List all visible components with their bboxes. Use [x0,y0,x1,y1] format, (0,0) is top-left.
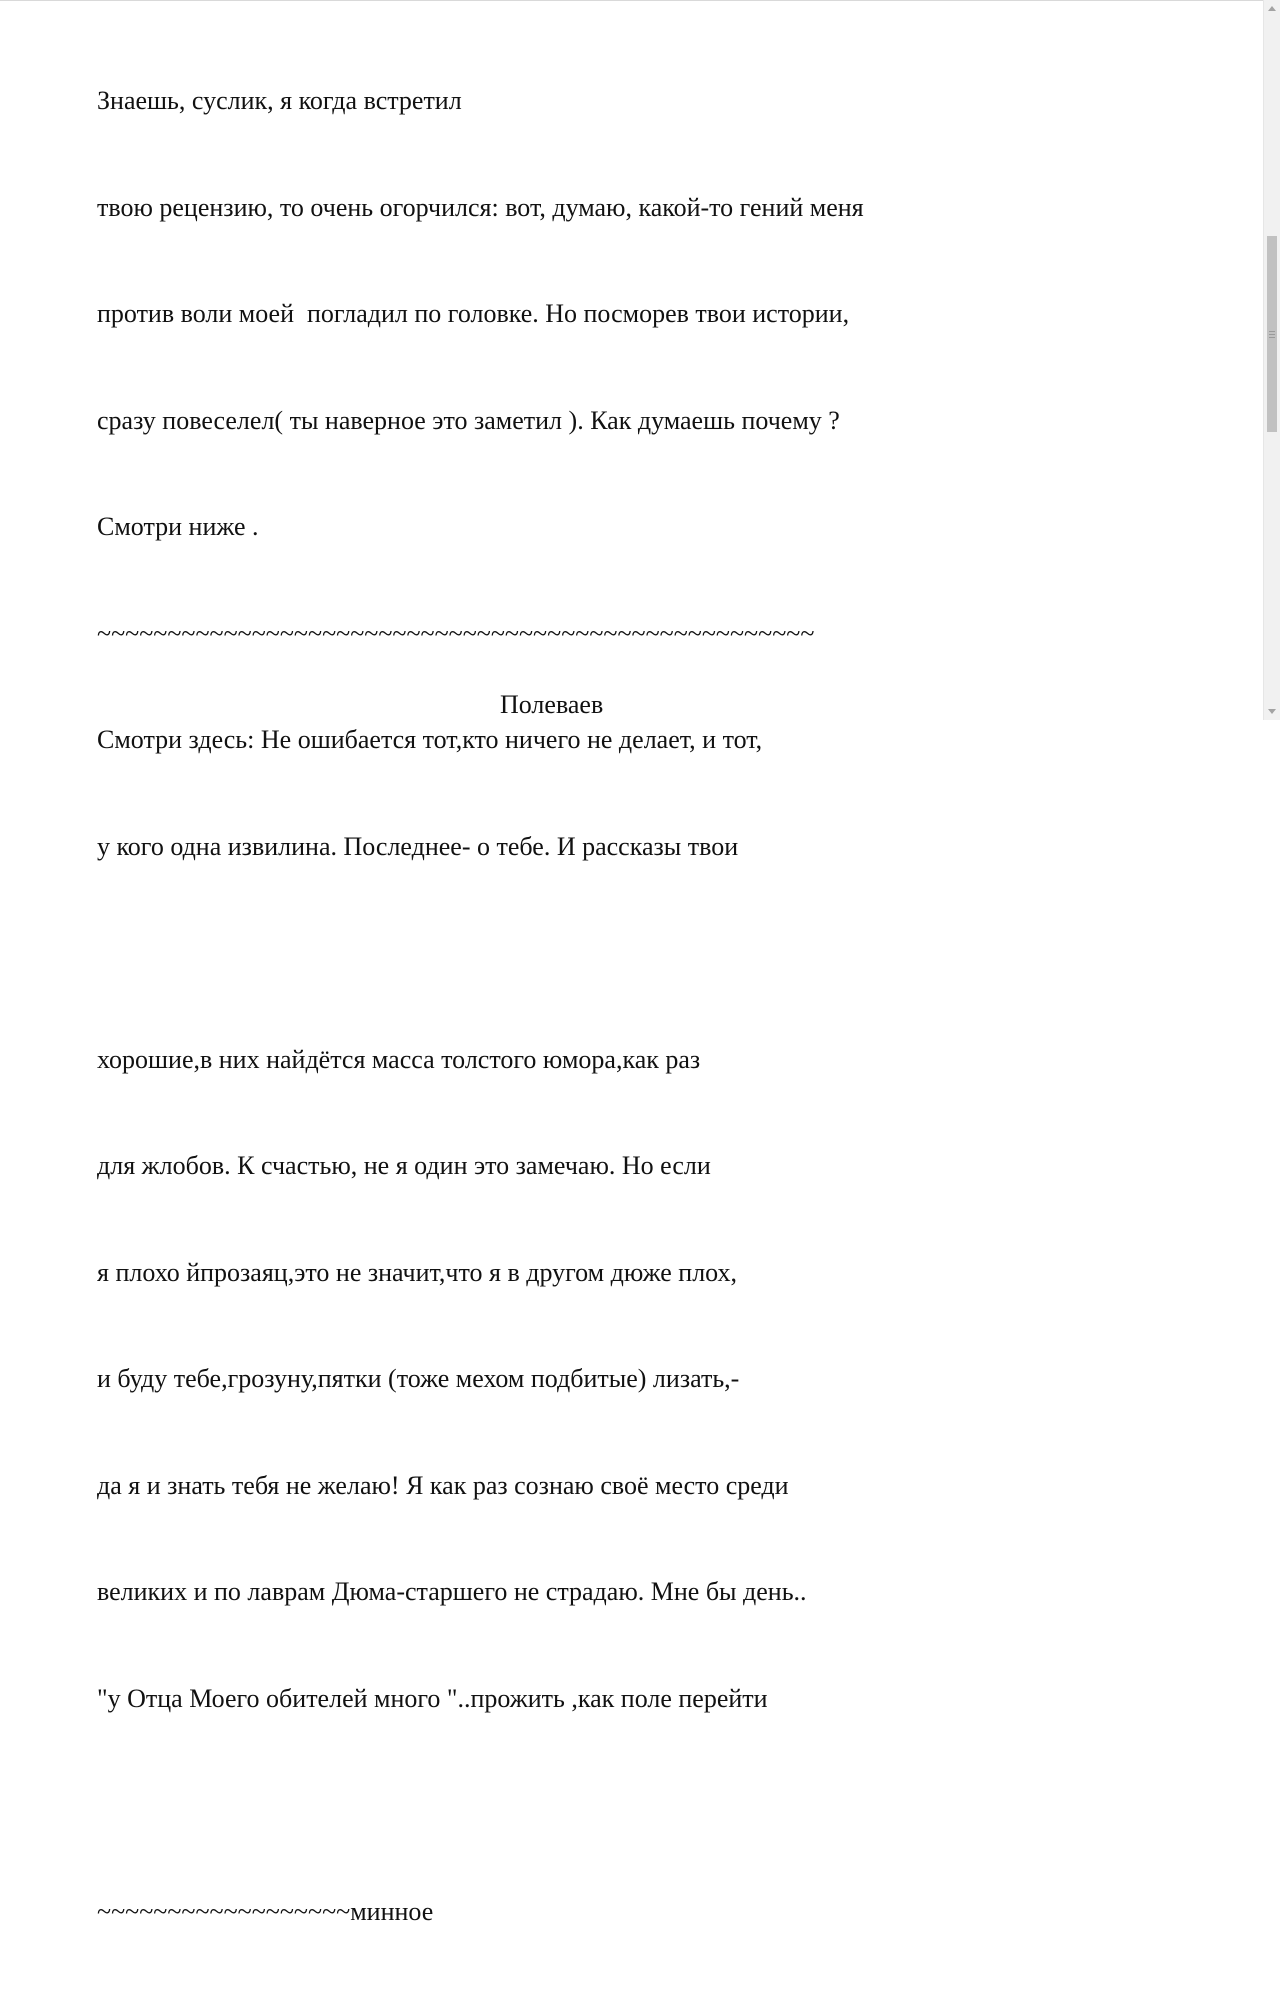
text-line: для жлобов. К счастью, не я один это замечаю. Но если [97,1151,711,1180]
chevron-up-icon [1268,6,1276,11]
text-line: у кого одна извилина. Последнее- о тебе. И рассказы твои [97,831,739,861]
separator-line-with-word: ~~~~~~~~~~~~~~~~~~минное [97,1896,434,1926]
text-line: Смотри ниже . [97,512,259,541]
blank-line [97,935,864,971]
text-line: "у Отца Моего обителей много "..прожить ,как поле перейти [97,1683,768,1713]
separator-line: ~~~~~~~~~~~~~~~~~~~~~~~~~~~~~~~~~~~~~~~~~~~~~~~~~~~ [97,618,815,648]
text-line: хорошие,в них найдётся масса толстого юмора,как раз [97,1044,701,1074]
scroll-up-button[interactable] [1264,0,1280,17]
text-line: и буду тебе,грозуну,пятки (тоже мехом подбитые) лизать,- [97,1364,740,1393]
blank-line [97,1787,864,1823]
text-line: я плохо йпрозаяц,это не значит,что я в другом дюже плох, [97,1257,738,1287]
vertical-scrollbar[interactable] [1263,0,1280,720]
top-divider [0,0,1263,1]
document-text [97,12,864,2000]
grip-icon [1269,331,1275,338]
text-line: великих и по лаврам Дюма-старшего не страдаю. Мне бы день.. [97,1577,807,1606]
scroll-thumb[interactable] [1267,236,1277,432]
text-line: да я и знать тебя не желаю! Я как раз сознаю своё место среди [97,1470,789,1500]
scroll-down-button[interactable] [1264,703,1280,720]
text-line: твою рецензию, то очень огорчился: вот, думаю, какой-то гений меня [97,192,864,222]
text-line: сразу повеселел( ты наверное это заметил ). Как думаешь почему ? [97,405,840,435]
text-line: Знаешь, суслик, я когда встретил [97,86,462,115]
text-line: против воли моей погладил по головке. Но посморев твои истории, [97,299,850,328]
text-line: Смотри здесь: Не ошибается тот,кто ничего не делает, и тот, [97,725,763,754]
chevron-down-icon [1268,709,1276,714]
author-signature: Полеваев [500,690,604,719]
